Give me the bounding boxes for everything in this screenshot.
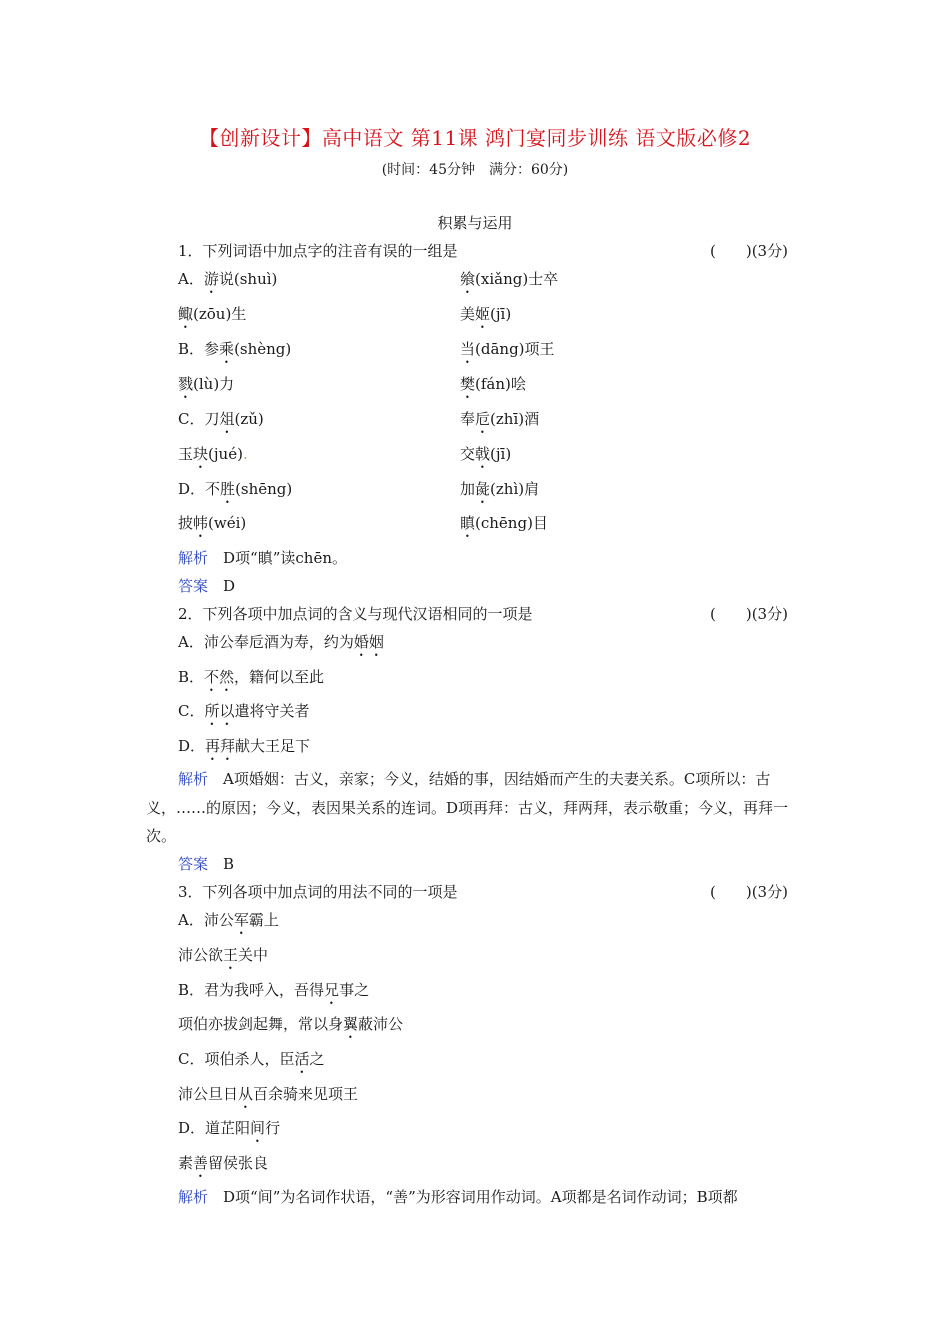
question-3-stem: 3．下列各项中加点词的用法不同的一项是 — [178, 883, 458, 901]
q2-option-d: D．再拜献大王足下 — [178, 737, 311, 755]
q1-analysis: 解析 D项“瞋”读chēn。 — [178, 549, 347, 567]
section-heading: 积累与运用 — [437, 214, 513, 232]
q1-option-a-word-2: 飨(xiǎng)士卒 — [460, 270, 559, 288]
q3-option-a-line-1: A．沛公军霸上 — [178, 911, 279, 929]
q1-option-b-word-2: 当(dāng)项王 — [460, 340, 555, 358]
q3-option-a-line-2: 沛公欲王关中 — [178, 946, 269, 964]
q3-option-d-line-1: D．道芷阳间行 — [178, 1119, 281, 1137]
q2-option-b: B．不然，籍何以至此 — [178, 668, 325, 686]
q1-option-d-word-1: D．不胜(shēng) — [178, 480, 293, 498]
q2-option-c: C．所以遣将守关者 — [178, 702, 310, 720]
question-1-score: ( )(3分) — [710, 242, 788, 260]
question-2-stem: 2．下列各项中加点词的含义与现代汉语相同的一项是 — [178, 605, 533, 623]
document-title: 【创新设计】高中语文 第11课 鸿门宴同步训练 语文版必修2 — [198, 126, 752, 150]
q1-option-b-word-3: 戮(lù)力 — [178, 375, 235, 393]
q2-option-a: A．沛公奉卮酒为寿，约为婚姻 — [178, 633, 384, 651]
q1-option-d-word-4: 瞋(chēng)目 — [460, 514, 548, 532]
time-score-info: (时间：45分钟 满分：60分) — [381, 162, 569, 178]
q1-option-c-word-1: C．刀俎(zǔ) — [178, 410, 264, 428]
q1-option-b-word-1: B．参乘(shèng) — [178, 340, 292, 358]
q3-option-b-line-2: 项伯亦拔剑起舞，常以身翼蔽沛公 — [178, 1015, 404, 1033]
q2-analysis: 解析 A项婚姻：古义，亲家；今义，结婚的事，因结婚而产生的夫妻关系。C项所以：古义，……的原因；今义，表因果关系的连词。D项再拜：古义，拜两拜，表示敬重；今义，再拜一次。 — [146, 770, 789, 845]
q1-option-c-word-2: 奉卮(zhī)酒 — [460, 410, 540, 428]
q1-option-d-word-2: 加彘(zhì)肩 — [460, 480, 540, 498]
q3-analysis: 解析 D项“间”为名词作状语，“善”为形容词用作动词。A项都是名词作动词；B项都 — [178, 1188, 738, 1206]
q3-option-c-line-1: C．项伯杀人，臣活之 — [178, 1050, 325, 1068]
question-2-score: ( )(3分) — [710, 605, 788, 623]
q1-option-c-word-3: 玉玦(jué). — [178, 445, 248, 463]
question-1-stem: 1．下列词语中加点字的注音有误的一组是 — [178, 242, 458, 260]
question-3-score: ( )(3分) — [710, 883, 788, 901]
q1-option-a-word-1: A．游说(shuì) — [178, 270, 278, 288]
q3-option-c-line-2: 沛公旦日从百余骑来见项王 — [178, 1085, 359, 1103]
q3-option-d-line-2: 素善留侯张良 — [178, 1154, 269, 1172]
q3-option-b-line-1: B．君为我呼入，吾得兄事之 — [178, 981, 370, 999]
q1-option-c-word-4: 交戟(jī) — [460, 445, 512, 463]
q1-option-b-word-4: 樊(fán)哙 — [460, 375, 526, 393]
q1-option-a-word-3: 鲰(zōu)生 — [178, 305, 247, 323]
q1-answer: 答案 D — [178, 577, 236, 595]
q1-option-a-word-4: 美姬(jī) — [460, 305, 512, 323]
q2-answer: 答案 B — [178, 855, 235, 873]
q1-option-d-word-3: 披帏(wéi) — [178, 514, 247, 532]
